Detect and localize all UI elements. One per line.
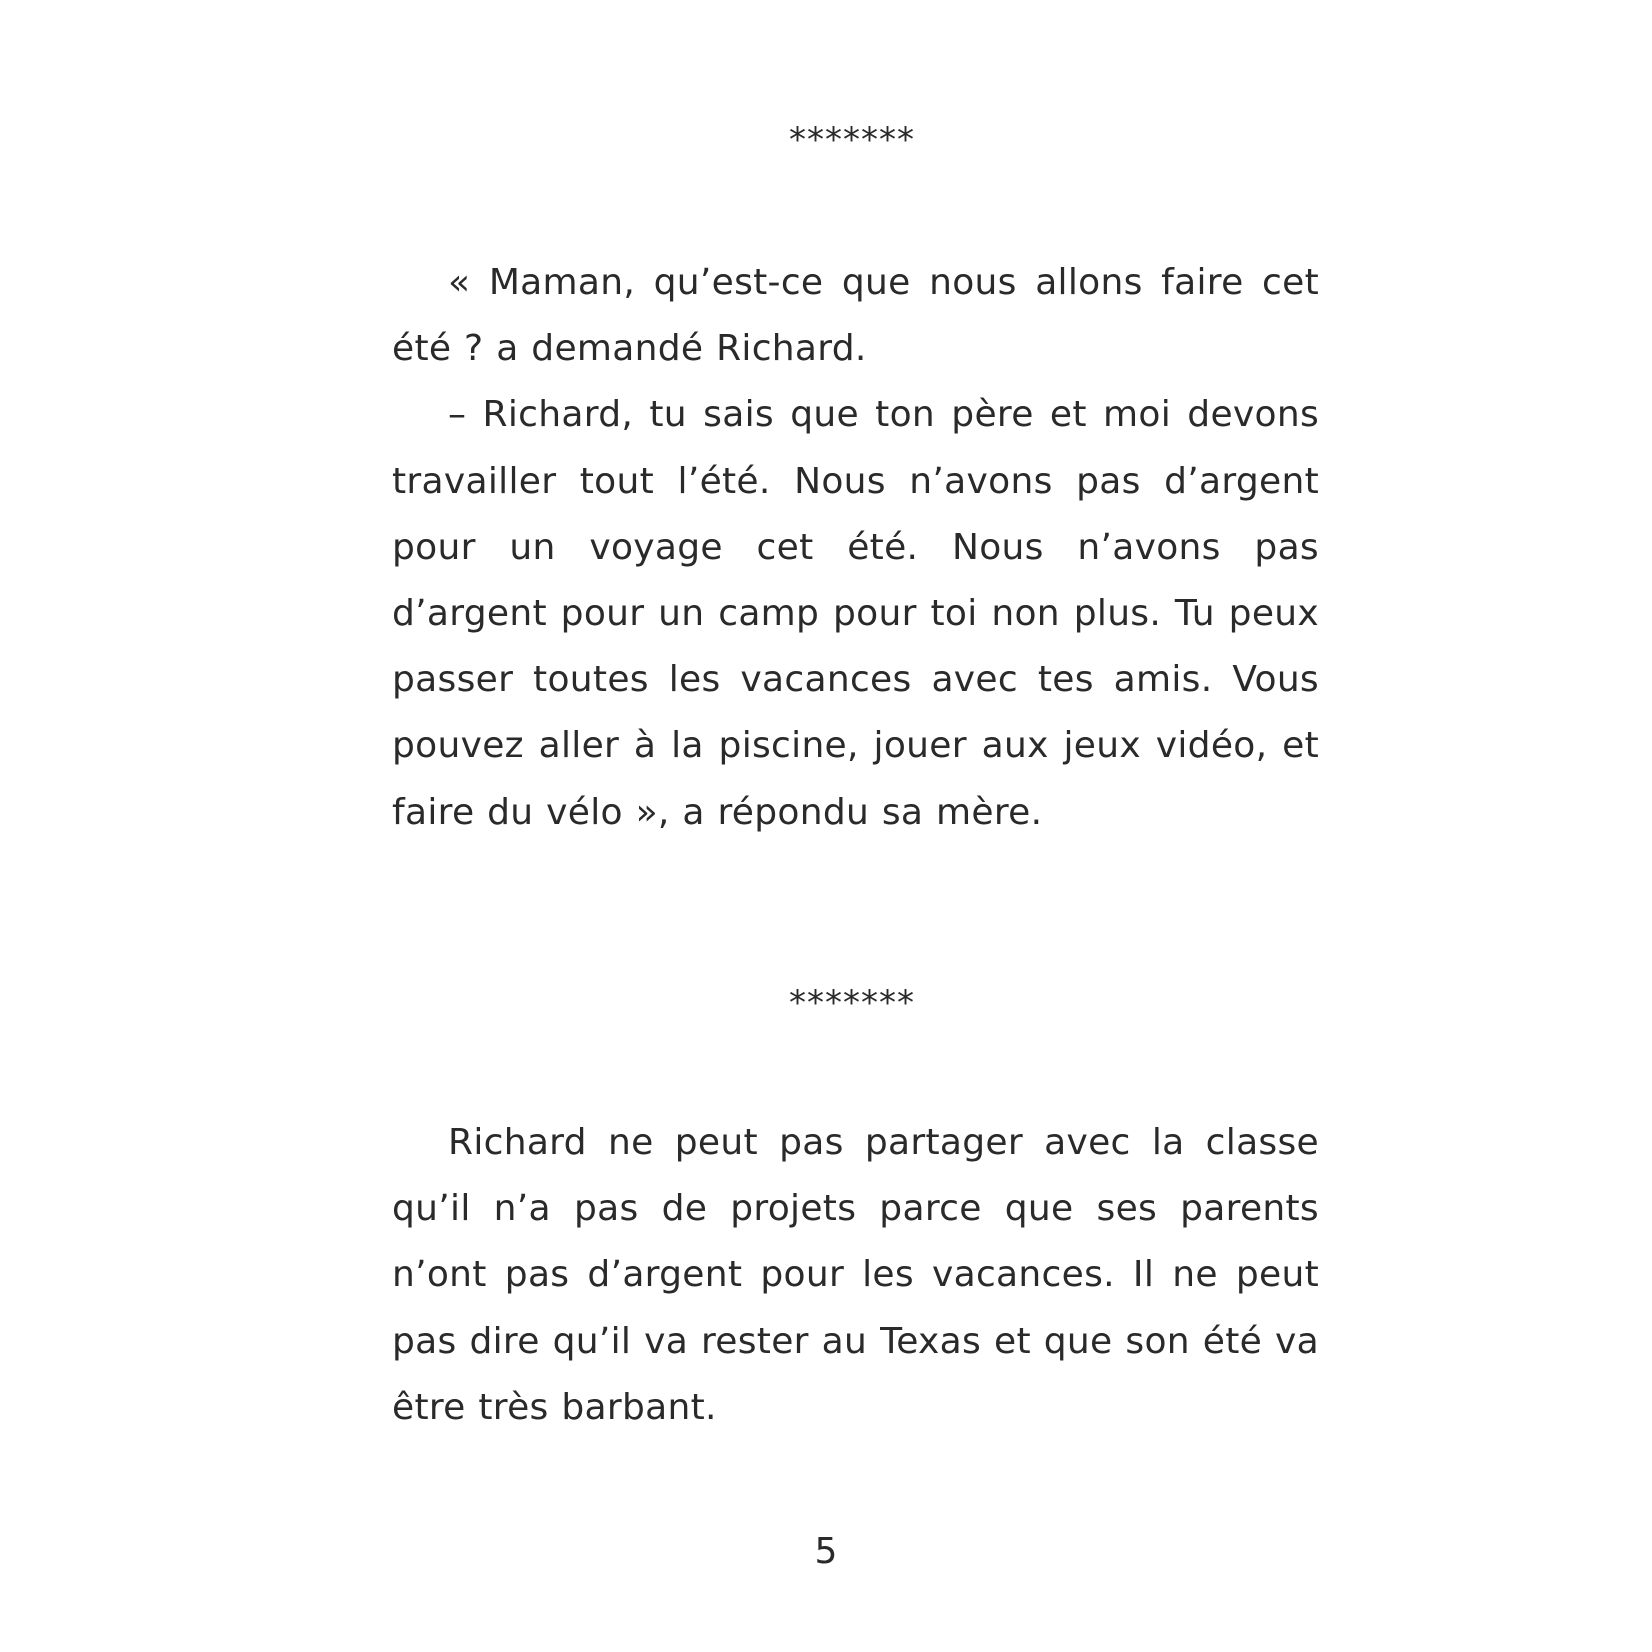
- scene-separator-middle: *******: [789, 983, 915, 1023]
- dialogue-section: [392, 250, 1319, 846]
- narration-section: [392, 1110, 1319, 1441]
- narration-paragraph: Richard ne peut pas partager avec la classe qu’il n’a pas de projets parce que ses parents n’ont pas d’argent pour les vacances. Il ne peut pas dire qu’il va rester au Texas et que son été va être très barbant.: [392, 1122, 1319, 1428]
- scene-separator-top: *******: [789, 120, 915, 160]
- dialogue-paragraph-answer: – Richard, tu sais que ton père et moi devons travailler tout l’été. Nous n’avons pas d’argent pour un voyage cet été. Nous n’avons pas d’argent pour un camp pour toi non plus. Tu peux passer toutes les vacances avec tes amis. Vous pouvez aller à la piscine, jouer aux jeux vidéo, et faire du vélo », a répondu sa mère.: [392, 394, 1319, 833]
- page-number: 5: [814, 1531, 838, 1572]
- dialogue-paragraph-question: « Maman, qu’est-ce que nous allons faire cet été ? a demandé Richard.: [392, 262, 1319, 370]
